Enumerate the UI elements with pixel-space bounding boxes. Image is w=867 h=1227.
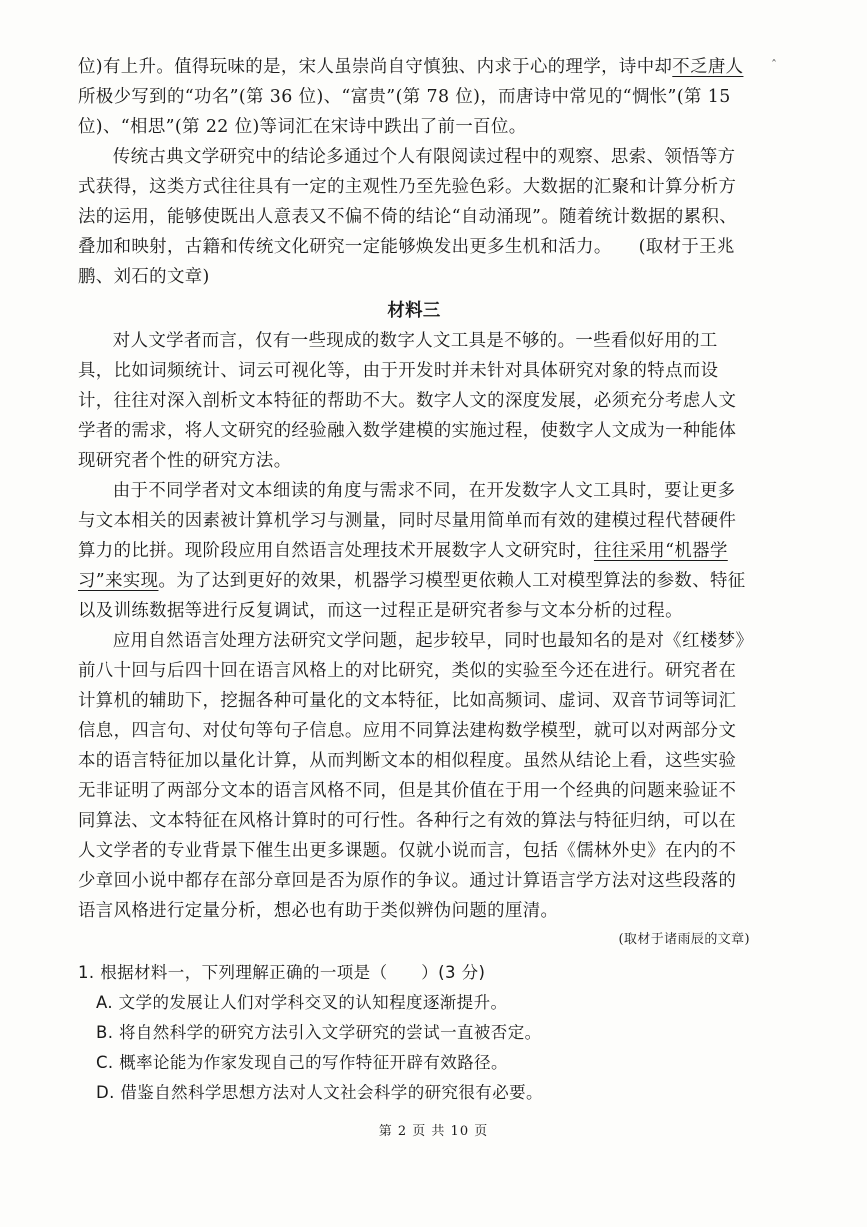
material2-p1-underlined: 不乏唐人 (672, 57, 744, 77)
material3-source: (取材于诸雨辰的文章) (618, 932, 750, 947)
question-1-option-d[interactable]: D. 借鉴自然科学思想方法对人文社会科学的研究很有必要。 (96, 1083, 543, 1102)
material2-p2-text: 传统古典文学研究中的结论多通过个人有限阅读过程中的观察、思索、领悟等方式获得，这类方式往往具有一定的主观性乃至先验色彩。大数据的汇聚和计算分析方法的运用，能够使既出人意表又不偏不倚的结论“自动涌现”。随着统计数据的累积、叠加和映射，古籍和传统文化研究一定能够焕发出更多生机和活力。 (78, 147, 738, 257)
material2-p1-part2: 所极少写到的“功名”(第 36 位)、“富贵”(第 78 位)，而唐诗中常见的“惆怅”(第 15 位)、“相思”(第 22 位)等词汇在宋诗中跌出了前一百位。 (78, 87, 731, 137)
material3-p2-underlined: 往往采用“机器学习”来实现 (78, 541, 728, 591)
material3-paragraph-1: 对人文学者而言，仅有一些现成的数字人文工具是不够的。一些看似好用的工具，比如词频统计、词云可视化等，由于开发时并未针对具体研究对象的特点而设计，往往对深入剖析文本特征的帮助不大。数字人文的深度发展，必须充分考虑人文学者的需求，将人文研究的经验融入数学建模的实施过程，使数字人文成为一种能体现研究者个性的研究方法。 (78, 331, 737, 471)
material2-source: (取材于王兆鹏、刘石的文章) (78, 237, 735, 287)
question-1-option-a[interactable]: A. 文学的发展让人们对学科交叉的认知程度逐渐提升。 (96, 993, 508, 1012)
material2-paragraph-2 (78, 142, 750, 292)
margin-mark: ˆ (771, 58, 777, 72)
material3-p2-part2: 。为了达到更好的效果，机器学习模型更依赖人工对模型算法的参数、特征以及训练数据等进行反复调试，而这一过程正是研究者参与文本分析的过程。 (78, 571, 746, 621)
material2-p1-part1: 位)有上升。值得玩味的是，宋人虽崇尚自守慎独、内求于心的理学，诗中却 (78, 57, 673, 77)
material3-p2-part1: 由于不同学者对文本细读的角度与需求不同，在开发数字人文工具时，要让更多与文本相关的因素被计算机学习与测量，同时尽量用简单而有效的建模过程代替硬件算力的比拼。现阶段应用自然语言处理技术开展数字人文研究时， (78, 481, 737, 561)
material3-paragraph-3: 应用自然语言处理方法研究文学问题，起步较早，同时也最知名的是对《红楼梦》前八十回与后四十回在语言风格上的对比研究，类似的实验至今还在进行。研究者在计算机的辅助下，挖掘各种可量化的文本特征，比如高频词、虚词、双音节词等词汇信息，四言句、对仗句等句子信息。应用不同算法建构数学模型，就可以对两部分文本的语言特征加以量化计算，从而判断文本的相似程度。虽然从结论上看，这些实验无非证明了两部分文本的语言风格不同，但是其价值在于用一个经典的问题来验证不同算法、文本特征在风格计算时的可行性。各种行之有效的算法与特征归纳，可以在人文学者的专业背景下催生出更多课题。仅就小说而言，包括《儒林外史》在内的不少章回小说中都存在部分章回是否为原作的争议。通过计算语言学方法对这些段落的语言风格进行定量分析，想必也有助于类似辨伪问题的厘清。 (78, 631, 745, 921)
question-1 (78, 958, 750, 1108)
question-1-option-b[interactable]: B. 将自然科学的研究方法引入文学研究的尝试一直被否定。 (96, 1023, 542, 1042)
page-number: 第 2 页 共 10 页 (378, 1124, 489, 1139)
material3-paragraph-2 (78, 476, 750, 626)
question-1-stem: 1. 根据材料一，下列理解正确的一项是（ ）(3 分) (78, 963, 486, 982)
document-page (78, 52, 750, 1108)
question-1-option-c[interactable]: C. 概率论能为作家发现自己的写作特征开辟有效路径。 (96, 1053, 508, 1072)
material2-paragraph-continued (78, 52, 750, 142)
material3-title: 材料三 (387, 301, 441, 321)
